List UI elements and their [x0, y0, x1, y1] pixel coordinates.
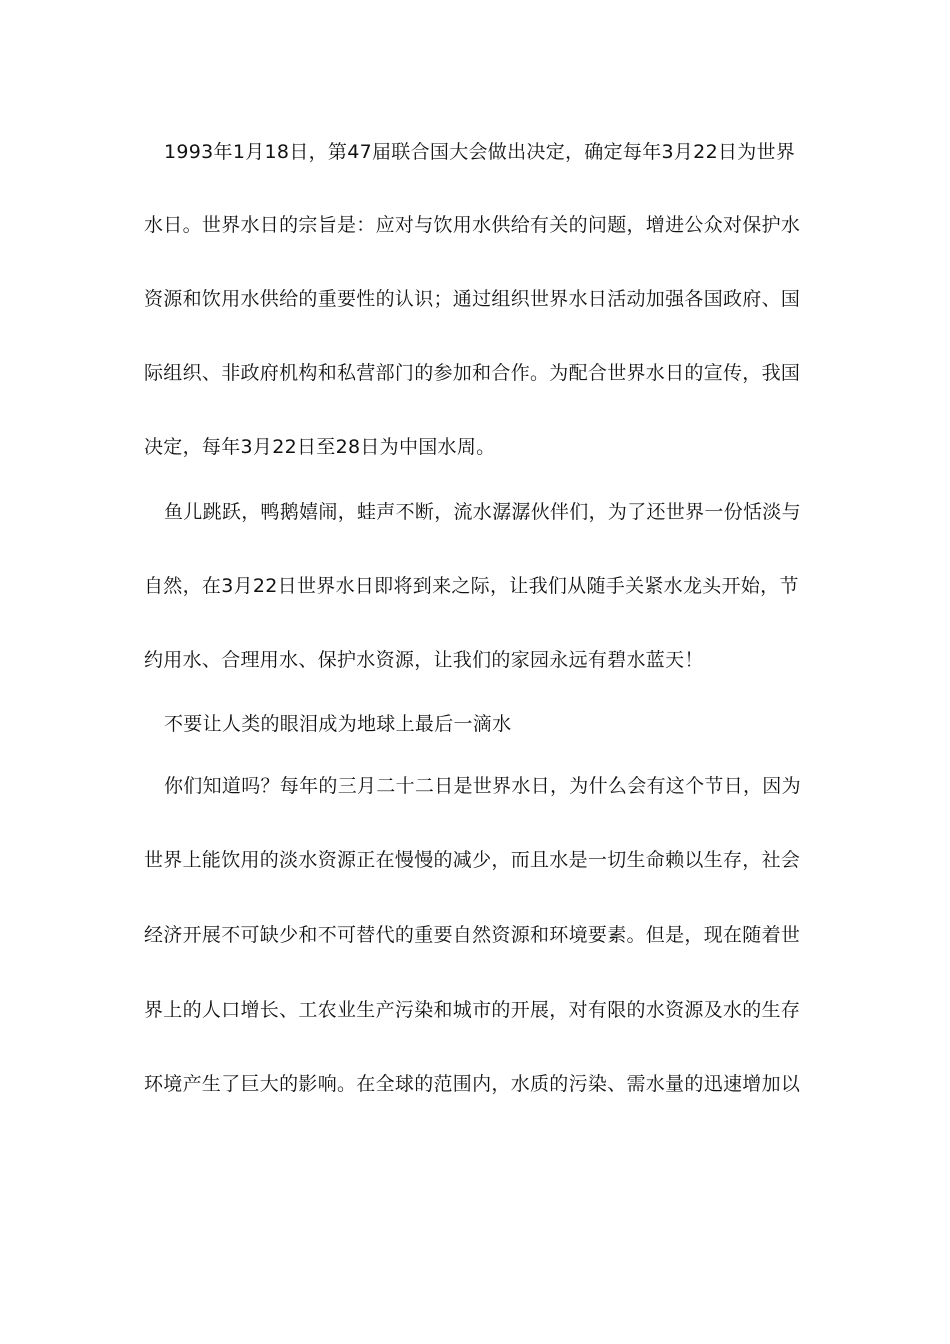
paragraph-3-line-3: 经济开展不可缺少和不可替代的重要自然资源和环境要素。但是，现在随着世 [144, 924, 801, 946]
paragraph-3-line-1: 你们知道吗？每年的三月二十二日是世界水日，为什么会有这个节日，因为 [164, 775, 801, 797]
paragraph-1-line-2: 水日。世界水日的宗旨是：应对与饮用水供给有关的问题，增进公众对保护水 [144, 214, 801, 236]
section-heading: 不要让人类的眼泪成为地球上最后一滴水 [164, 713, 512, 735]
paragraph-1-line-1: 1993年1月18日，第47届联合国大会做出决定，确定每年3月22日为世界 [164, 141, 796, 163]
paragraph-1-line-4: 际组织、非政府机构和私营部门的参加和合作。为配合世界水日的宣传，我国 [144, 362, 801, 384]
paragraph-1-line-3: 资源和饮用水供给的重要性的认识；通过组织世界水日活动加强各国政府、国 [144, 288, 801, 310]
paragraph-2-line-2: 自然，在3月22日世界水日即将到来之际，让我们从随手关紧水龙头开始，节 [144, 575, 799, 597]
paragraph-2-line-3: 约用水、合理用水、保护水资源，让我们的家园永远有碧水蓝天！ [144, 649, 704, 671]
paragraph-2-line-1: 鱼儿跳跃，鸭鹅嬉闹，蛙声不断，流水潺潺伙伴们，为了还世界一份恬淡与 [164, 501, 801, 523]
paragraph-3-line-2: 世界上能饮用的淡水资源正在慢慢的减少，而且水是一切生命赖以生存，社会 [144, 849, 801, 871]
paragraph-1-line-5: 决定，每年3月22日至28日为中国水周。 [144, 436, 496, 458]
paragraph-3-line-4: 界上的人口增长、工农业生产污染和城市的开展，对有限的水资源及水的生存 [144, 999, 801, 1021]
paragraph-3-line-5: 环境产生了巨大的影响。在全球的范围内，水质的污染、需水量的迅速增加以 [144, 1073, 801, 1095]
